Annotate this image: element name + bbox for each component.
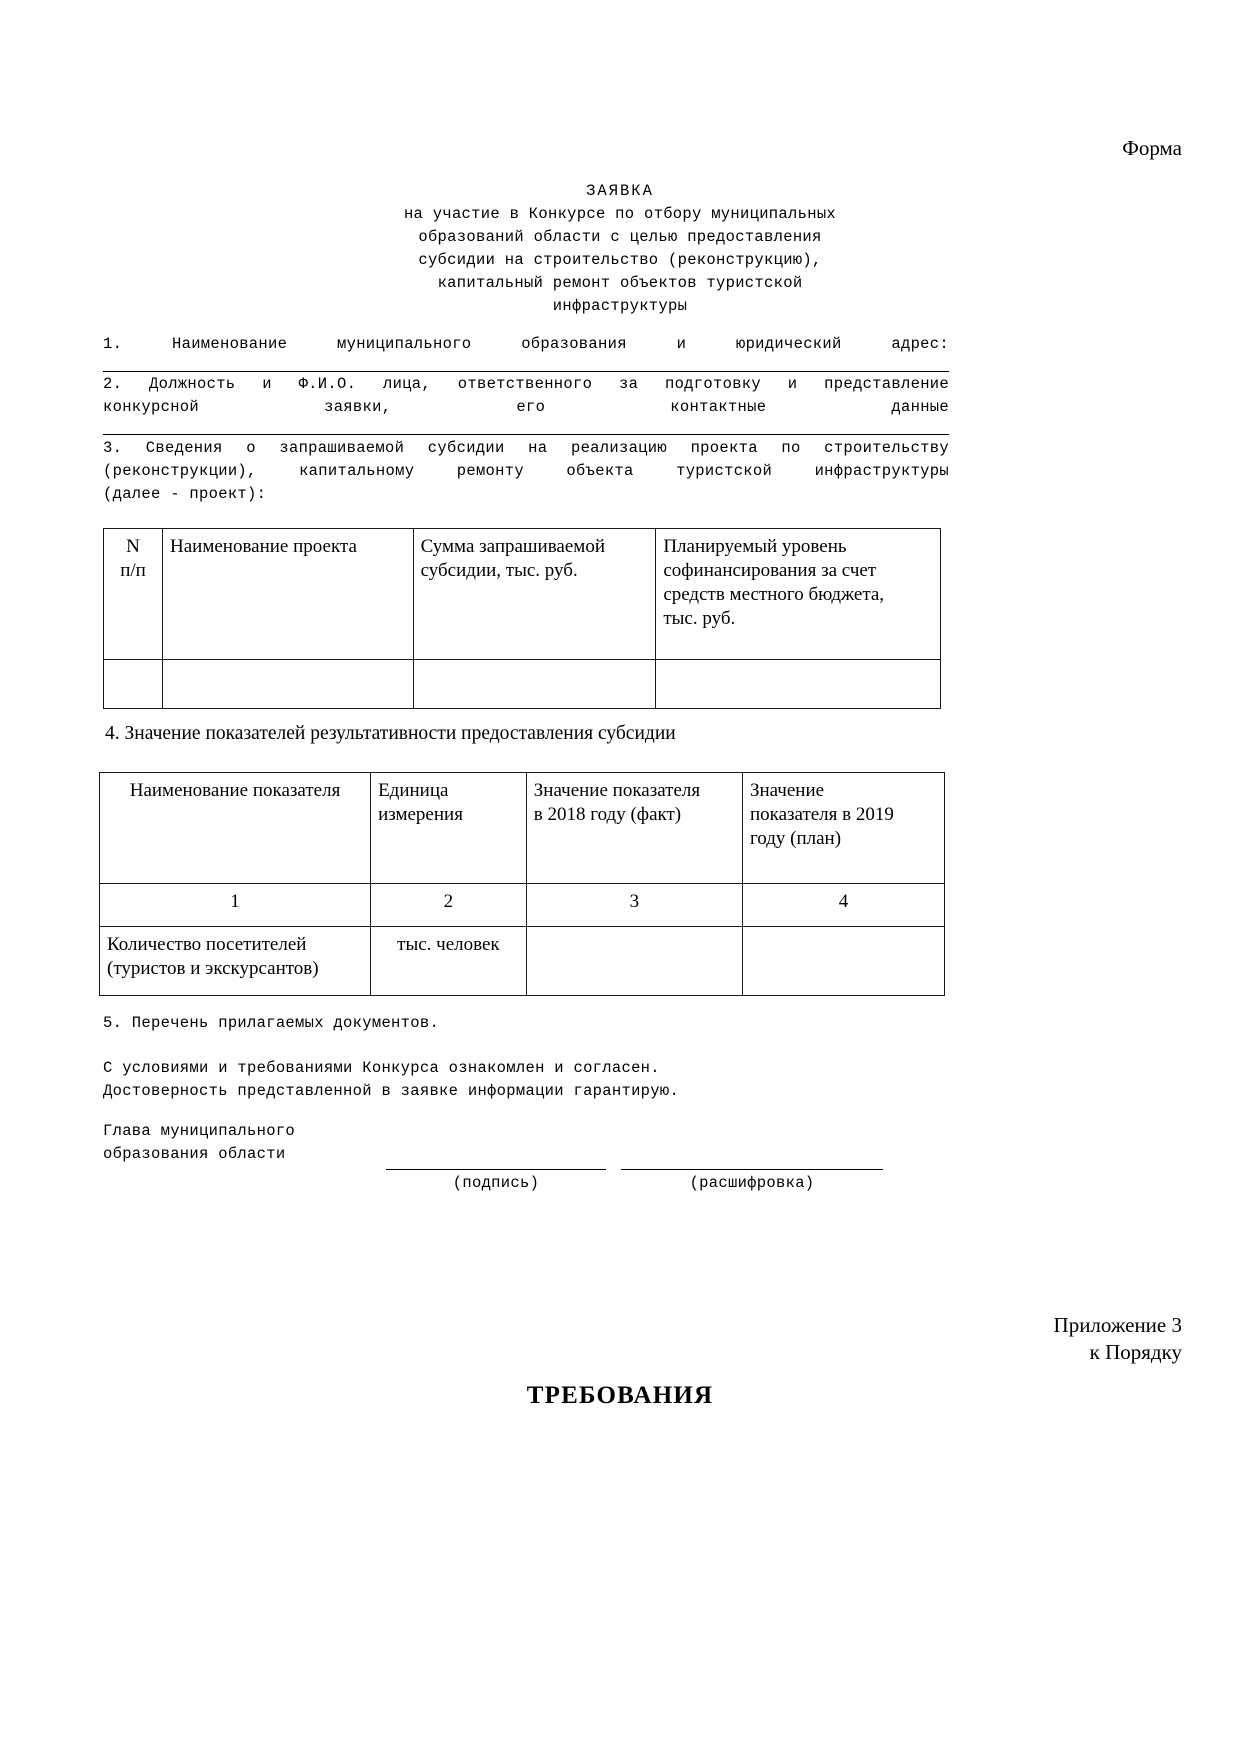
appendix-line-1: Приложение 3	[1053, 1313, 1182, 1337]
table-indicators-header-name	[100, 773, 371, 884]
table-projects-header-project-name	[163, 529, 414, 660]
signature-role-line-2: образования области	[103, 1145, 286, 1163]
item-5-text: 5. Перечень прилагаемых документов.	[103, 1014, 440, 1032]
item-1-underline	[103, 371, 949, 372]
indicator-name-line-1: Количество посетителей	[107, 934, 307, 955]
signature-block	[103, 1120, 949, 1193]
item-3-line-3: (далее - проект):	[103, 485, 267, 503]
item-3-line-2: (реконструкции), капитальному ремонту объекта туристской инфраструктуры	[103, 462, 949, 480]
title-line-3: образований области с целью предоставления	[418, 228, 822, 246]
table-indicators-colnum-1: 1	[100, 884, 371, 927]
title-line-1: ЗАЯВКА	[586, 182, 654, 200]
signature-row-2	[103, 1143, 949, 1193]
requirements-heading: ТРЕБОВАНИЯ	[526, 1382, 714, 1409]
header-2019-line-1: Значение	[749, 780, 825, 801]
signature-role-line-1: Глава муниципального	[103, 1122, 296, 1140]
title-line-5: капитальный ремонт объектов туристской	[437, 274, 803, 292]
signature-line-signature[interactable]	[386, 1169, 606, 1170]
signature-caption-signature: (подпись)	[452, 1174, 540, 1192]
title-line-6: инфраструктуры	[552, 297, 688, 315]
table-indicators-colnum-3: 3	[526, 884, 742, 927]
table-indicators-cell-name	[100, 927, 371, 996]
header-subsidy-line-2: субсидии, тыс. руб.	[420, 560, 578, 581]
table-row	[100, 884, 945, 927]
table-projects	[103, 528, 941, 709]
header-unit-line-2: измерения	[378, 804, 463, 825]
header-cofin-line-2: софинансирования за счет	[663, 560, 877, 581]
table-indicators-cell-2018[interactable]	[526, 927, 742, 996]
agreement-line-2: Достоверность представленной в заявке информации гарантирую.	[103, 1082, 680, 1100]
header-cofin-line-3: средств местного бюджета,	[663, 584, 885, 605]
header-project-name-line: Наименование проекта	[170, 536, 357, 557]
item-2-line-2: конкурсной заявки, его контактные данные	[103, 398, 949, 416]
header-indicator-name: Наименование показателя	[129, 780, 341, 801]
table-row	[100, 927, 945, 996]
table-projects-cell-number[interactable]	[104, 660, 163, 709]
table-indicators-cell-2019[interactable]	[742, 927, 944, 996]
table-indicators-header-2019	[742, 773, 944, 884]
header-subsidy-line-1: Сумма запрашиваемой	[420, 536, 605, 557]
table-projects-header-number	[104, 529, 163, 660]
table-projects-cell-project-name[interactable]	[163, 660, 414, 709]
table-projects-header-cofinancing	[656, 529, 941, 660]
item-2-underline	[103, 434, 949, 435]
signature-line-transcript[interactable]	[621, 1169, 883, 1170]
indicator-name-line-2: (туристов и экскурсантов)	[107, 958, 319, 979]
form-label: Форма	[1122, 136, 1182, 160]
header-cofin-line-4: тыс. руб.	[663, 608, 736, 629]
header-pp: п/п	[120, 560, 146, 581]
table-indicators-header-unit	[371, 773, 527, 884]
document-title-block	[0, 180, 1240, 318]
appendix-block	[1054, 1312, 1182, 1366]
table-projects-cell-subsidy-sum[interactable]	[413, 660, 656, 709]
item-2-line-1: 2. Должность и Ф.И.О. лица, ответственного за подготовку и представление	[103, 375, 949, 393]
table-projects-header-subsidy-sum	[413, 529, 656, 660]
item-4-caption: 4. Значение показателей результативности предоставления субсидии	[105, 723, 676, 744]
header-cofin-line-1: Планируемый уровень	[663, 536, 847, 557]
table-projects-cell-cofinancing[interactable]	[656, 660, 941, 709]
table-indicators-header-2018	[526, 773, 742, 884]
item-1-text: 1. Наименование муниципального образования и юридический адрес:	[103, 335, 949, 353]
header-unit-line-1: Единица	[378, 780, 449, 801]
header-2018-line-2: в 2018 году (факт)	[533, 804, 682, 825]
table-row	[100, 773, 945, 884]
table-indicators-colnum-2: 2	[371, 884, 527, 927]
title-line-2: на участие в Конкурсе по отбору муниципальных	[403, 205, 837, 223]
signature-caption-transcript: (расшифровка)	[689, 1174, 815, 1192]
agreement-line-1: С условиями и требованиями Конкурса ознакомлен и согласен.	[103, 1059, 660, 1077]
header-2018-line-1: Значение показателя	[533, 780, 701, 801]
table-row	[104, 660, 941, 709]
header-2019-line-3: году (план)	[749, 828, 842, 849]
appendix-line-2: к Порядку	[1089, 1340, 1182, 1364]
item-3-line-1: 3. Сведения о запрашиваемой субсидии на реализацию проекта по строительству	[103, 439, 949, 457]
table-indicators-colnum-4: 4	[742, 884, 944, 927]
header-2019-line-2: показателя в 2019	[749, 804, 894, 825]
title-line-4: субсидии на строительство (реконструкцию),	[418, 251, 822, 269]
table-indicators	[99, 772, 945, 996]
table-row	[104, 529, 941, 660]
header-n: N	[126, 536, 140, 557]
table-indicators-cell-unit: тыс. человек	[371, 927, 527, 996]
